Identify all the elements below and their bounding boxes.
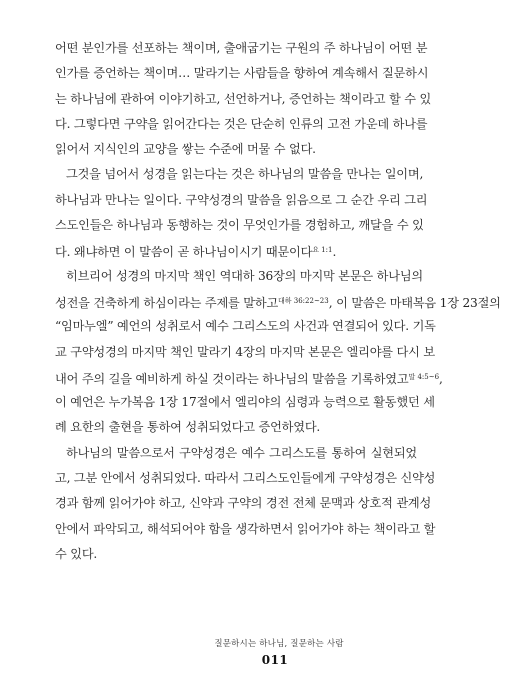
text-line: 고, 그분 안에서 성취되었다. 따라서 그리스도인들에게 구약성경은 신약성: [55, 471, 436, 486]
text-line: 어떤 분인가를 선포하는 책이며, 출애굽기는 구원의 주 하나님이 어떤 분: [55, 41, 428, 55]
text-line: 다. 그렇다면 구약을 읽어간다는 것은 단순히 인류의 고전 가운데 하나를: [55, 116, 428, 131]
text-segment: .: [332, 245, 337, 260]
paragraph: [55, 36, 432, 162]
text-line: 수 있다.: [55, 546, 98, 561]
text-line: [55, 289, 501, 314]
paragraph: [55, 162, 428, 263]
text-line: 히브리어 성경의 마지막 책인 역대하 36장의 마지막 본문은 하나님의: [66, 268, 423, 283]
text-line: 하나님의 말씀으로서 구약성경은 예수 그리스도를 통하여 실현되었: [66, 445, 417, 460]
text-line: 례 요한의 출현을 통하여 성취되었다고 증언하였다.: [55, 420, 321, 435]
text-line: 경과 함께 읽어가야 하고, 신약과 구약의 경전 전체 문맥과 상호적 관계성: [55, 496, 432, 511]
text-segment: 다. 왜냐하면 이 말씀이 곧 하나님이시기 때문이다: [55, 245, 313, 260]
text-segment: , 이 말씀은 마태복음 1장 23절의: [328, 295, 501, 310]
running-head: 질문하시는 하나님, 질문하는 사람: [214, 639, 344, 649]
text-line: “임마누엘” 예언의 성취로서 예수 그리스도의 사건과 연결되어 있다. 기독: [55, 319, 436, 334]
text-line: 안에서 파악되고, 해석되어야 함을 생각하면서 읽어가야 하는 책이라고 할: [55, 521, 436, 536]
text-line: 스도인들은 하나님과 동행하는 것이 무엇인가를 경험하고, 깨달을 수 있: [55, 218, 424, 233]
text-line: 인가를 증언하는 책이며… 말라기는 사람들을 향하여 계속해서 질문하시: [55, 66, 429, 81]
text-segment: 성전을 건축하게 하심이라는 주제를 말하고: [55, 295, 279, 310]
text-line: [55, 238, 417, 263]
text-segment: ,: [439, 371, 443, 386]
text-line: 이 예언은 누가복음 1장 17절에서 엘리야의 심령과 능력으로 활동했던 세: [55, 395, 435, 410]
scripture-reference: 대하 36:22~23: [278, 296, 329, 305]
text-line: 읽어서 지식인의 교양을 쌓는 수준에 머물 수 없다.: [55, 142, 316, 157]
text-line: 교 구약성경의 마지막 책인 말라기 4장의 마지막 본문은 엘리야를 다시 보: [55, 344, 435, 359]
text-line: 는 하나님에 관하여 이야기하고, 선언하거나, 증언하는 책이라고 할 수 있: [55, 91, 432, 106]
text-segment: 내어 주의 길을 예비하게 하실 것이라는 하나님의 말씀을 기록하였고: [55, 371, 409, 386]
scripture-reference: 요 1:1: [312, 246, 333, 255]
scripture-reference: 말 4:5~6: [408, 372, 440, 381]
text-line: 그것을 넘어서 성경을 읽는다는 것은 하나님의 말씀을 만나는 일이며,: [66, 167, 424, 182]
text-line: 하나님과 만나는 일이다. 구약성경의 말씀을 읽음으로 그 순간 우리 그리: [55, 192, 428, 207]
paragraph: [55, 441, 436, 567]
page-number: 011: [261, 653, 289, 667]
